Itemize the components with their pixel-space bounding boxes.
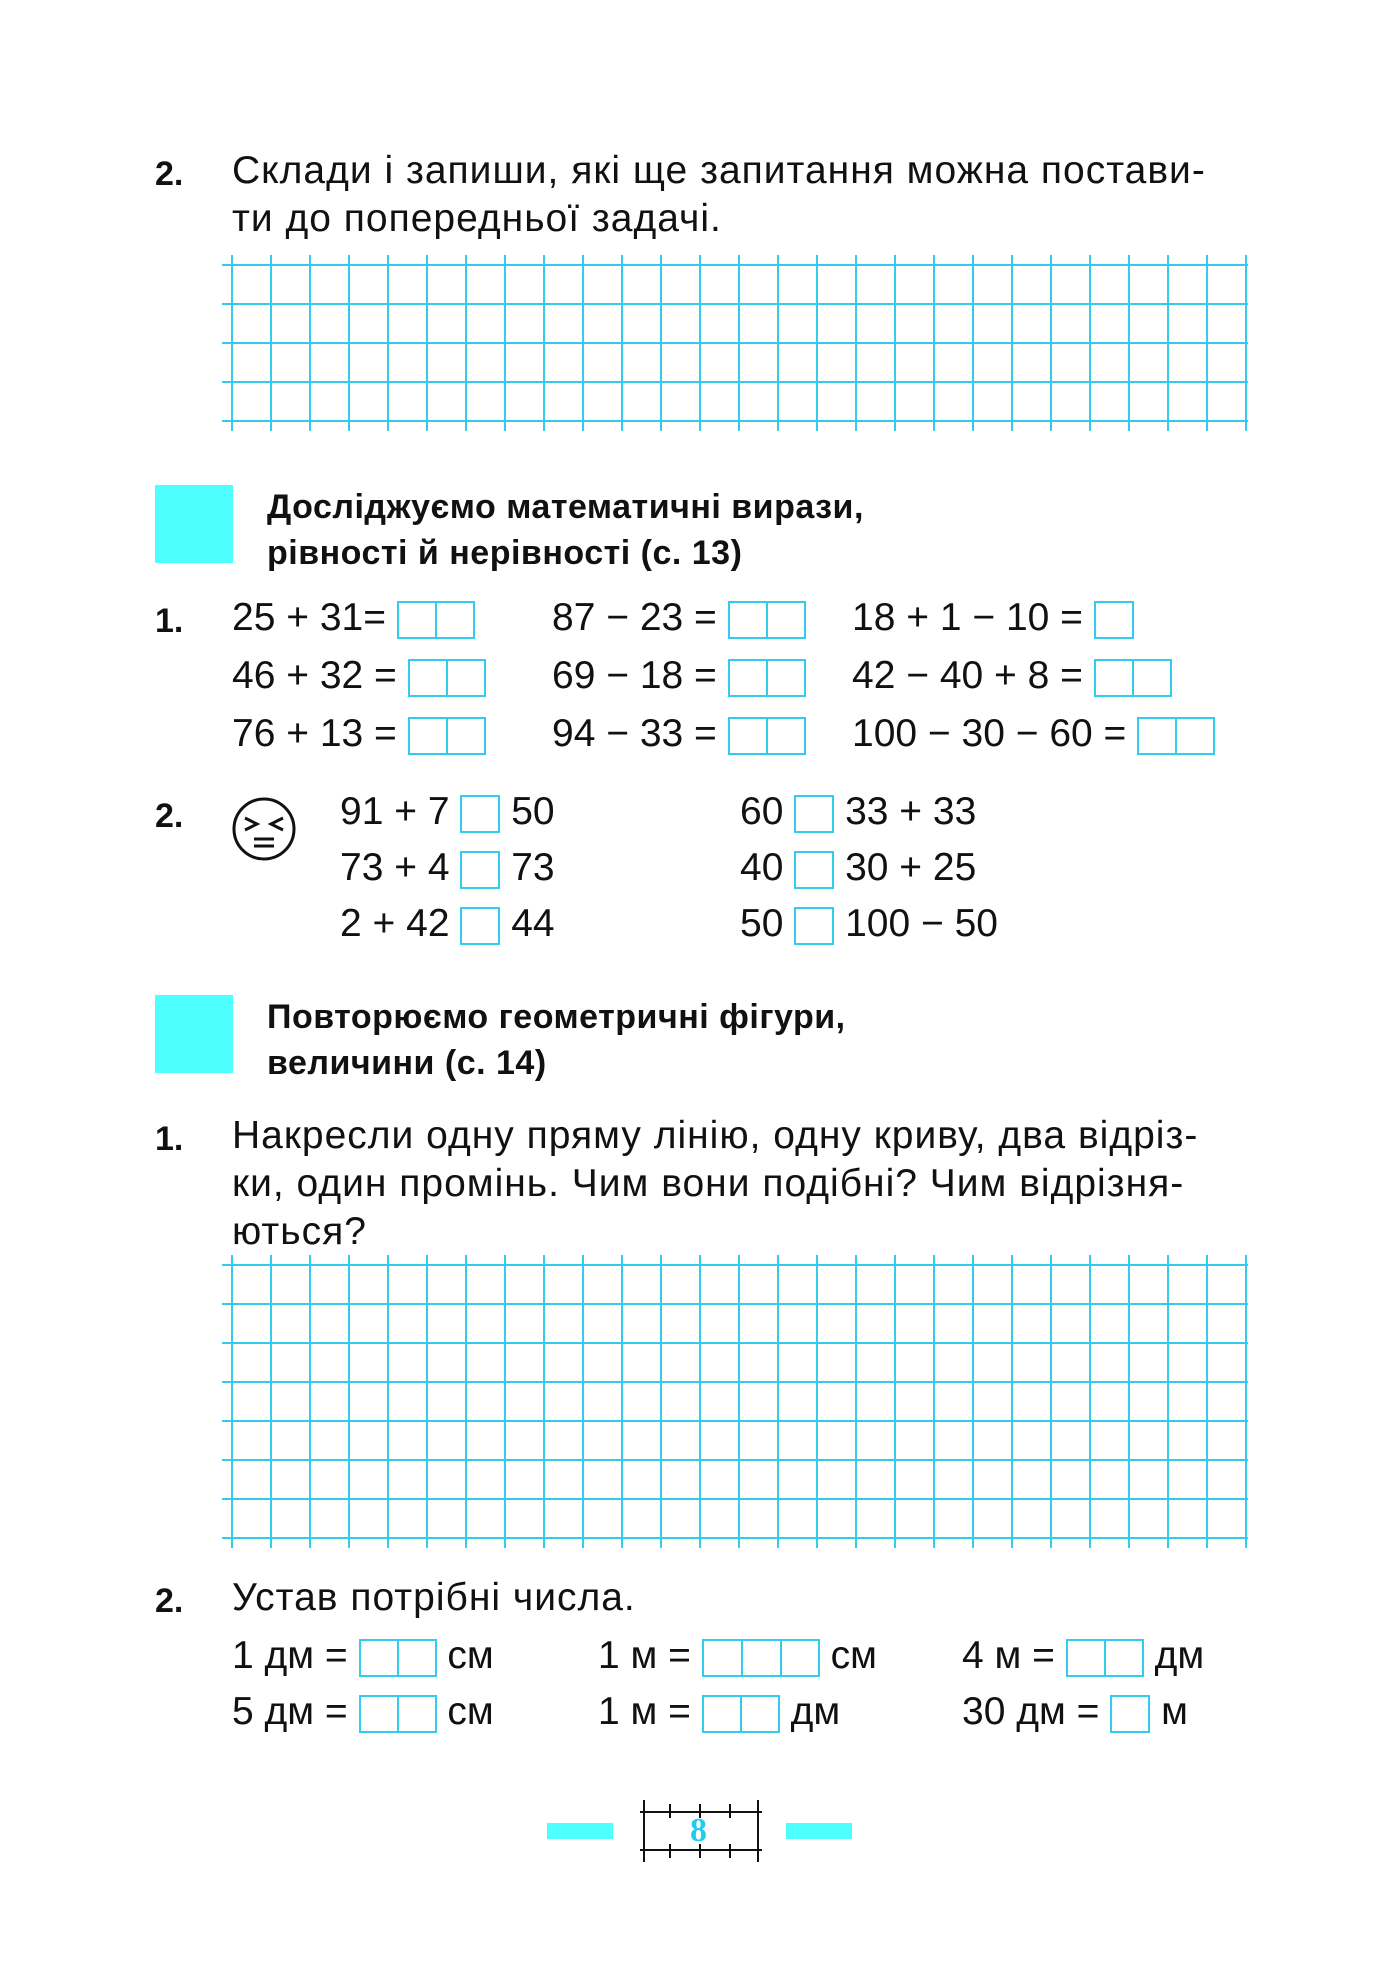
answer-box[interactable] [359, 1695, 437, 1733]
expression-row [232, 596, 475, 640]
answer-box[interactable] [1094, 601, 1134, 639]
answer-box[interactable] [1137, 717, 1215, 755]
section-title-line: рівності й нерівності (с. 13) [267, 534, 743, 572]
section-marker [155, 485, 233, 563]
task-text-line: Накресли одну пряму лінію, одну криву, два відріз- [232, 1114, 1199, 1157]
expression: 44 [511, 902, 555, 945]
task-text-line: Склади і запиши, які ще запитання можна постави- [232, 149, 1206, 192]
task-text [232, 1112, 1262, 1256]
expression: 50 [511, 790, 555, 833]
expression: 69 − 18 = [552, 654, 717, 697]
expression-row [232, 712, 486, 756]
answer-box[interactable] [1094, 659, 1172, 697]
expression: 33 + 33 [845, 790, 977, 833]
expression: 18 + 1 − 10 = [852, 596, 1083, 639]
expression: 46 + 32 = [232, 654, 397, 697]
sign-box[interactable] [794, 851, 834, 889]
sign-box[interactable] [460, 795, 500, 833]
expression: 2 + 42 [340, 902, 450, 945]
expression: 40 [740, 846, 784, 889]
expression-row [852, 654, 1172, 698]
answer-box[interactable] [1066, 1639, 1144, 1677]
comparison-row [740, 846, 976, 890]
unit-row [232, 1634, 494, 1678]
expression-row [552, 712, 806, 756]
expression: 76 + 13 = [232, 712, 397, 755]
page-number: 8 [690, 1812, 707, 1849]
expression: 42 − 40 + 8 = [852, 654, 1083, 697]
expression: 100 − 30 − 60 = [852, 712, 1127, 755]
task-number: 2. [155, 1582, 184, 1620]
unit-row [962, 1690, 1188, 1734]
expression: 94 − 33 = [552, 712, 717, 755]
comparison-row [740, 902, 998, 946]
expression: 1 м = [598, 1690, 691, 1733]
sign-box[interactable] [794, 795, 834, 833]
unit-row [598, 1690, 840, 1734]
answer-box[interactable] [728, 659, 806, 697]
task-number: 1. [155, 602, 184, 640]
comparison-row [340, 902, 555, 946]
comparison-row [740, 790, 976, 834]
expression: 30 дм = [962, 1690, 1100, 1733]
expression-row [232, 654, 486, 698]
comparison-row [340, 846, 555, 890]
answer-box[interactable] [702, 1695, 780, 1733]
unit-label: дм [790, 1690, 841, 1733]
expression-row [852, 596, 1134, 640]
expression: 25 + 31= [232, 596, 386, 639]
expression-row [552, 596, 806, 640]
task-number: 1. [155, 1120, 184, 1158]
sign-box[interactable] [794, 907, 834, 945]
section-title [267, 484, 864, 576]
unit-label: см [447, 1690, 494, 1733]
expression: 1 дм = [232, 1634, 348, 1677]
expression: 30 + 25 [845, 846, 977, 889]
unit-label: см [830, 1634, 877, 1677]
task-text [232, 147, 1262, 243]
expression: 5 дм = [232, 1690, 348, 1733]
task-text-line: ються? [232, 1210, 367, 1253]
section-title-line: Досліджуємо математичні вирази, [267, 488, 864, 526]
expression-row [852, 712, 1215, 756]
expression: 60 [740, 790, 784, 833]
footer-bar-left [547, 1823, 613, 1839]
expression: 4 м = [962, 1634, 1055, 1677]
expression: 73 + 4 [340, 846, 450, 889]
section-title-line: величини (с. 14) [267, 1044, 547, 1082]
answer-box[interactable] [728, 601, 806, 639]
expression-row [552, 654, 806, 698]
section-title-line: Повторюємо геометричні фігури, [267, 998, 846, 1036]
unit-row [962, 1634, 1204, 1678]
sign-box[interactable] [460, 907, 500, 945]
answer-box[interactable] [408, 659, 486, 697]
task-text-line: ки, один промінь. Чим вони подібні? Чим відрізня- [232, 1162, 1185, 1205]
answer-box[interactable] [1110, 1695, 1150, 1733]
expression: 87 − 23 = [552, 596, 717, 639]
expression: 50 [740, 902, 784, 945]
expression: 73 [511, 846, 555, 889]
unit-label: см [447, 1634, 494, 1677]
sign-box[interactable] [460, 851, 500, 889]
footer-bar-right [786, 1823, 852, 1839]
answer-box[interactable] [702, 1639, 820, 1677]
answer-box[interactable] [359, 1639, 437, 1677]
unit-label: дм [1154, 1634, 1205, 1677]
unit-label: м [1161, 1690, 1188, 1733]
unit-row [598, 1634, 877, 1678]
expression: 91 + 7 [340, 790, 450, 833]
unit-row [232, 1690, 494, 1734]
task-text: Устав потрібні числа. [232, 1576, 636, 1619]
task-number: 2. [155, 155, 184, 193]
expression: 1 м = [598, 1634, 691, 1677]
section-title [267, 994, 846, 1086]
expression: 100 − 50 [845, 902, 998, 945]
task-number: 2. [155, 797, 184, 835]
answer-box[interactable] [397, 601, 475, 639]
section-marker [155, 995, 233, 1073]
compare-face-icon [231, 796, 297, 862]
writing-grid[interactable] [222, 255, 1248, 435]
writing-grid[interactable] [222, 1255, 1248, 1551]
answer-box[interactable] [408, 717, 486, 755]
comparison-row [340, 790, 555, 834]
task-text-line: ти до попередньої задачі. [232, 197, 722, 240]
answer-box[interactable] [728, 717, 806, 755]
